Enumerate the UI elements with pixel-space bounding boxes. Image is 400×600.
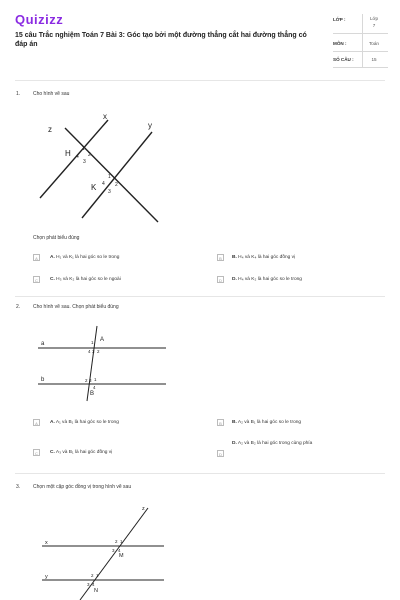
angle-n4: 4 [92,582,95,587]
option-letter: D. [232,441,237,446]
option-text: A₂ và B₂ là hai góc trong cùng phía [237,441,313,446]
label-y: y [148,121,152,130]
option-text: H₄ và K₂ là hai góc so le trong [238,277,302,282]
class-value-1: Lớp [369,16,379,21]
quizizz-logo: Quizizz [15,12,64,27]
angle-n1: 1 [96,573,99,578]
angle-a3: 3 [92,349,95,354]
point-A: A [100,337,105,343]
option-box-a[interactable]: A [33,254,40,261]
label-y: y [45,574,48,580]
angle-a2: 2 [97,349,100,354]
meta-divider [333,67,388,68]
angle-m2: 2 [115,539,118,544]
option-letter: D. [232,277,237,282]
angle-m4: 4 [118,548,121,553]
option-text: H₃ và K₂ là hai góc so le ngoài [56,277,121,282]
question-2-option-a[interactable] [50,420,119,425]
question-2-figure [34,323,169,403]
question-1-option-b[interactable] [232,255,295,260]
option-box-a[interactable]: A [33,419,40,426]
option-text: H₁ và K₁ là hai góc so le trong [56,255,120,260]
question-2-option-d[interactable] [232,441,312,446]
option-letter: A. [50,255,55,260]
option-box-c[interactable]: C [33,276,40,283]
angle-k1: 1 [108,174,111,180]
worksheet-title [15,31,315,49]
class-label: LỚP : [333,17,346,22]
question-3-number: 3. [16,484,21,490]
question-1-number: 1. [16,91,21,97]
option-text: A₁ và B₁ là hai góc so le trong [55,420,119,425]
point-M: M [119,553,124,559]
angle-k3: 3 [108,189,111,195]
angle-b1: 1 [94,377,97,382]
title-line-2: đáp án [15,41,38,48]
count-label: SỐ CÂU : [333,57,354,62]
question-2-text: Cho hình vẽ sau. Chọn phát biểu đúng [33,304,119,310]
angle-m1: 1 [120,539,123,544]
option-letter: A. [50,420,55,425]
option-text: A₂ và B₁ là hai góc so le trong [237,420,302,425]
question-1-text: Cho hình vẽ sau [33,91,70,97]
option-box-d[interactable]: D [217,276,224,283]
question-1-option-d[interactable] [232,277,302,282]
label-b: b [41,377,45,383]
meta-divider [333,51,388,52]
question-2-option-b[interactable] [232,420,301,425]
angle-a1: 1 [91,340,94,345]
question-2-number: 2. [16,304,21,310]
option-box-b[interactable]: B [217,419,224,426]
class-value-2: 7 [372,23,376,28]
point-K: K [91,183,97,192]
label-x: x [103,112,107,121]
subject-label: MÔN : [333,41,347,46]
question-3-figure [32,500,172,600]
angle-a4: 4 [88,349,91,354]
angle-h3: 3 [83,159,86,165]
angle-b2: 2 [85,378,88,383]
option-letter: C. [50,277,55,282]
option-text: A₃ và B₁ là hai góc đồng vị [55,450,113,455]
question-separator [15,296,385,297]
point-H: H [65,149,71,158]
angle-h2: 2 [88,152,91,158]
option-letter: B. [232,255,237,260]
option-text: H₄ và K₄ là hai góc đồng vị [238,255,296,260]
line-z [80,508,148,600]
question-1-option-c[interactable] [50,277,121,282]
angle-k4: 4 [102,181,105,187]
angle-h1: 1 [82,146,85,152]
count-value: 15 [371,57,377,62]
angle-b4: 4 [93,385,96,390]
option-box-d[interactable]: D [217,450,224,457]
option-letter: B. [232,420,237,425]
label-z: z [142,506,145,512]
meta-divider [333,33,388,34]
option-box-b[interactable]: B [217,254,224,261]
point-B: B [90,391,95,397]
angle-k2: 2 [115,182,118,188]
question-1-option-a[interactable] [50,255,119,260]
option-box-c[interactable]: C [33,449,40,456]
title-line-1: 15 câu Trắc nghiệm Toán 7 Bài 3: Góc tạo bởi một đường thẳng cắt hai đường thẳng có [15,32,307,39]
label-a: a [41,341,45,347]
question-separator [15,473,385,474]
meta-vdivider [362,14,363,68]
header-separator [15,80,385,81]
option-letter: C. [50,450,55,455]
angle-m3: 3 [112,548,115,553]
question-1-prompt: Chọn phát biểu đúng [33,235,80,241]
question-2-option-c[interactable] [50,450,112,455]
subject-value: Toán [369,41,379,46]
question-1-figure [30,110,180,230]
question-3-text: Chọn một cặp góc đồng vị trong hình vẽ sau [33,484,132,490]
angle-h4: 4 [76,154,79,160]
angle-b3: 3 [89,378,92,383]
label-x: x [45,540,48,546]
angle-n2: 2 [91,573,94,578]
label-z: z [48,125,52,134]
point-N: N [94,588,98,594]
angle-n3: 3 [87,582,90,587]
